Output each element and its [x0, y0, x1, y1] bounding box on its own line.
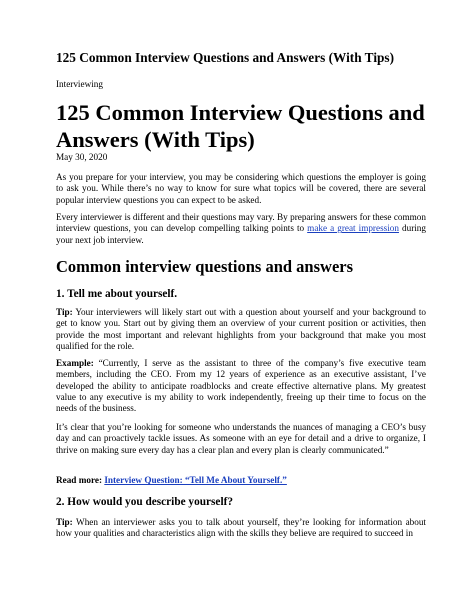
question-1-example-text: “Currently, I serve as the assistant to three of the company’s five executive team members, including the CEO. From my 12 years of experience as an executive assistant, I’ve developed the ability to anticipate roadblocks and create effective alternative plans. My greatest value to any executive is my ability to work independently, freeing up their time to focus on the needs of the business.: [56, 358, 426, 414]
read-more-link[interactable]: Interview Question: “Tell Me About Yourself.”: [104, 475, 287, 485]
question-1-tip: [56, 307, 426, 352]
tip-label: Tip:: [56, 517, 73, 527]
question-1-example: [56, 358, 426, 414]
question-1-example-continued: It’s clear that you’re looking for someone who understands the nuances of managing a CEO’s busy day and can proactively tackle issues. As someone with an eye for detail and a drive to organize, I thrive on making sure every day has a clear plan and every plan is clearly communicated.”: [56, 422, 426, 455]
intro-paragraph-2-text-end: during your next job interview.: [56, 223, 426, 245]
example-label: Example:: [56, 358, 94, 368]
intro-paragraph-2-text-start: Every interviewer is different and their questions may vary. By preparing answers for these common interview questions, you can develop compelling talking points to: [56, 212, 426, 234]
publish-date: May 30, 2020: [56, 152, 108, 162]
question-2-heading: 2. How would you describe yourself?: [56, 496, 233, 508]
section-heading: Common interview questions and answers: [56, 257, 354, 276]
intro-paragraph-1: As you prepare for your interview, you may be considering which questions the employer is going to ask you. While there’s no way to know for sure what topics will be covered, there are several popular interview questions you can expect to be asked.: [56, 172, 426, 205]
question-2-tip: [56, 517, 426, 540]
question-1-heading: 1. Tell me about yourself.: [56, 288, 178, 300]
article-title: 125 Common Interview Questions and Answers (With Tips): [56, 100, 425, 152]
read-more-label: Read more:: [56, 475, 103, 485]
read-more-line: [56, 475, 426, 486]
intro-paragraph-2: [56, 212, 426, 246]
category-label: Interviewing: [56, 79, 103, 89]
question-1-tip-text: Your interviewers will likely start out with a question about yourself and your background to get to know you. Start out by giving them an overview of your current position or activities, then provide the most important and relevant highlights from your background that make you most qualified for the role.: [56, 307, 426, 351]
make-impression-link[interactable]: make a great impression: [307, 223, 399, 234]
question-2-tip-text: When an interviewer asks you to talk about yourself, they’re looking for information about how your qualities and characteristics align with the skills they believe are required to succeed in: [56, 517, 426, 539]
tip-label: Tip:: [56, 307, 73, 317]
document-header-title: 125 Common Interview Questions and Answers (With Tips): [56, 50, 395, 65]
